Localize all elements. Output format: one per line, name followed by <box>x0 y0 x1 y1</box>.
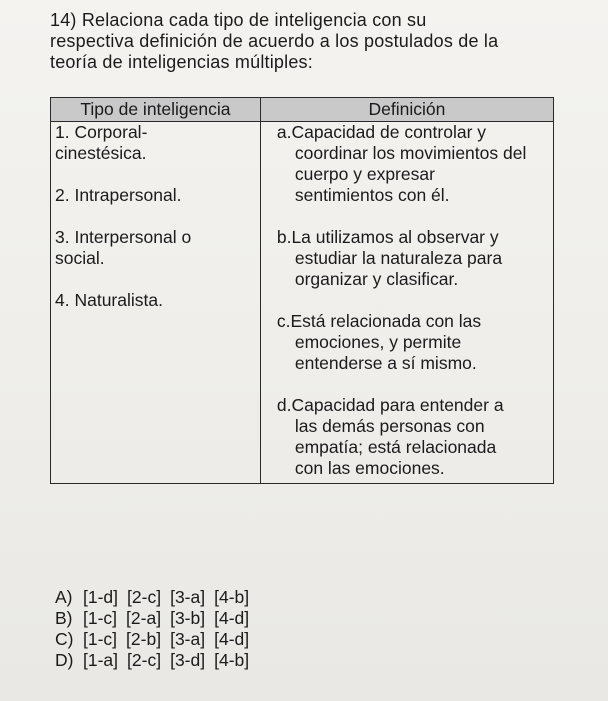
definition-c <box>261 311 553 374</box>
type-3-line-2: social. <box>55 248 105 268</box>
option-b-pair-2: [2-a] <box>126 608 162 628</box>
definition-a <box>261 122 553 206</box>
type-4-line-1: 4. Naturalista. <box>55 290 163 310</box>
definition-d-line-4: con las emociones. <box>294 458 445 478</box>
option-c-pair-3: [3-a] <box>170 629 206 649</box>
option-a[interactable] <box>55 587 258 608</box>
answer-options <box>55 587 258 671</box>
matching-table <box>50 97 554 484</box>
option-a-pair-4: [4-b] <box>214 587 250 607</box>
definition-d-line-3: empatía; está relacionada <box>294 437 497 457</box>
definition-a-line-2: coordinar los movimientos del <box>294 143 527 163</box>
type-item-4 <box>51 290 260 311</box>
option-d-pair-1: [1-a] <box>83 650 119 670</box>
option-d-pair-4: [4-b] <box>214 650 250 670</box>
definition-b-line-3: organizar y clasificar. <box>294 269 459 289</box>
definition-c-line-1: c.Está relacionada con las <box>276 311 482 331</box>
option-b[interactable] <box>55 608 258 629</box>
option-a-pair-2: [2-c] <box>127 587 162 607</box>
option-a-pair-1: [1-d] <box>83 587 119 607</box>
definition-d-line-1: d.Capacidad para entender a <box>276 395 504 415</box>
option-a-pair-3: [3-a] <box>170 587 206 607</box>
question-line-1 <box>50 10 580 31</box>
definition-a-line-4: sentimientos con él. <box>294 185 450 205</box>
type-item-2 <box>51 185 260 206</box>
option-b-pair-3: [3-b] <box>170 608 206 628</box>
definition-c-line-2: emociones, y permite <box>294 332 462 352</box>
definition-a-line-3: cuerpo y expresar <box>294 164 435 184</box>
option-c-pair-1: [1-c] <box>83 629 118 649</box>
definition-b-line-1: b.La utilizamos al observar y <box>276 227 499 247</box>
question-line-1-text: Relaciona cada tipo de inteligencia con su <box>81 10 427 30</box>
type-1-line-1: 1. Corporal- <box>55 122 148 142</box>
option-b-pair-1: [1-c] <box>83 608 118 628</box>
option-d-letter: D) <box>55 650 74 670</box>
option-d[interactable] <box>55 650 258 671</box>
definition-a-line-1: a.Capacidad de controlar y <box>276 122 487 142</box>
header-definition: Definición <box>260 98 553 122</box>
question-number: 14) <box>50 10 77 30</box>
question-text <box>50 10 580 73</box>
definition-d <box>261 395 553 479</box>
question-line-3: teoría de inteligencias múltiples: <box>50 52 313 72</box>
definition-d-line-2: las demás personas con <box>294 416 485 436</box>
question-line-2: respectiva definición de acuerdo a los postulados de la <box>50 31 499 51</box>
option-b-letter: B) <box>55 608 73 628</box>
option-c-pair-2: [2-b] <box>126 629 162 649</box>
option-a-letter: A) <box>55 587 73 607</box>
definitions-column <box>260 122 553 484</box>
definition-b <box>261 227 553 290</box>
option-d-pair-3: [3-d] <box>170 650 206 670</box>
definition-c-line-3: entenderse a sí mismo. <box>294 353 477 373</box>
header-intelligence-type: Tipo de inteligencia <box>51 98 261 122</box>
definition-b-line-2: estudiar la naturaleza para <box>294 248 503 268</box>
type-item-3 <box>51 227 260 269</box>
option-c-letter: C) <box>55 629 74 649</box>
type-2-line-1: 2. Intrapersonal. <box>55 185 182 205</box>
type-1-line-2: cinestésica. <box>55 143 147 163</box>
types-column <box>51 122 261 484</box>
option-c[interactable] <box>55 629 258 650</box>
type-item-1 <box>51 122 260 164</box>
type-3-line-1: 3. Interpersonal o <box>55 227 192 247</box>
option-c-pair-4: [4-d] <box>214 629 250 649</box>
option-b-pair-4: [4-d] <box>214 608 250 628</box>
option-d-pair-2: [2-c] <box>127 650 162 670</box>
